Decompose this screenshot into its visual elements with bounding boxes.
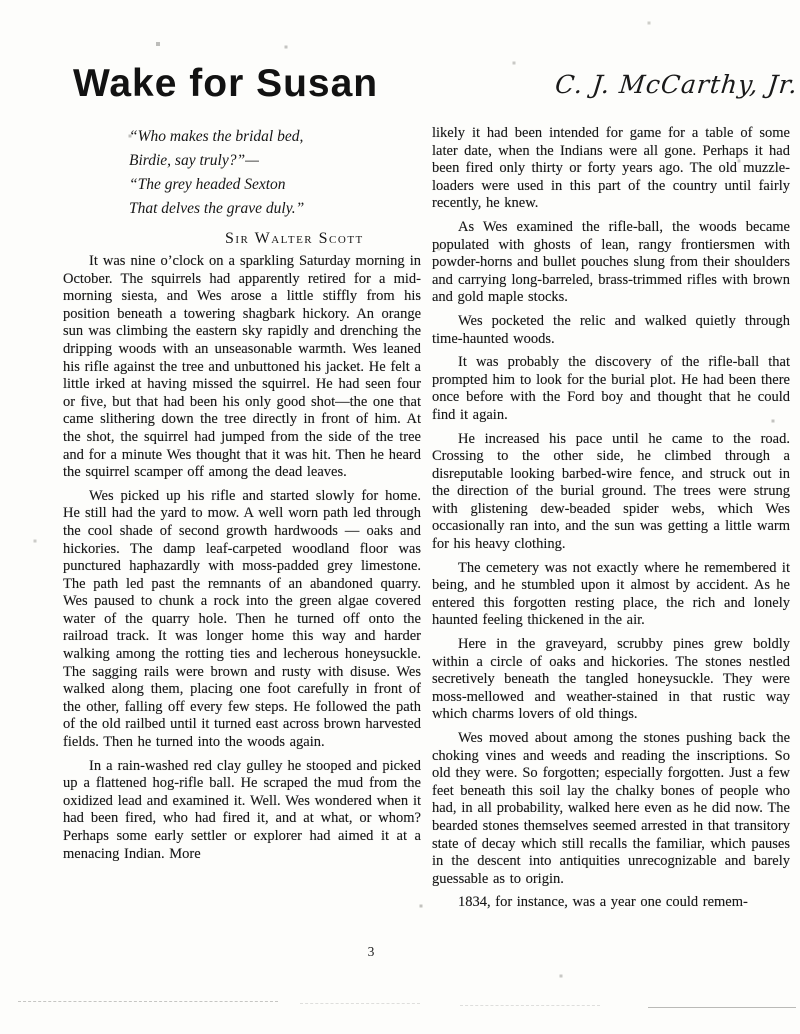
paragraph: Wes picked up his rifle and started slowly for home. He still had the yard to mow. A well worn path led through the cool shade of second growth hardwoods — oaks and hickories. The damp leaf-carpeted woodland floor was punctured haphazardly with moss-padded grey limestone. The path led past the remnants of an abandoned quarry. Wes paused to chunk a rock into the green algae covered water of the quarry hole. Then he turned off onto the railroad track. It was longer home this way and harder walking among the rotting ties and lecherous honeysuckle. The sagging rails were brown and rusty with disuse. Wes walked along them, placing one foot carefully in front of the other, falling off every few steps. He followed the path of the old railbed until it turned east across brown harvested fields. Then he turned into the woods again. (63, 487, 421, 751)
epigraph-attribution: Sir Walter Scott (225, 230, 364, 247)
paragraph: likely it had been intended for game for a table of some later date, when the Indians were all gone. Perhaps it had been fired only thirty or forty years ago. The old muzzle-loaders were used in this part of the country until fairly recently, he knew. (432, 125, 790, 212)
scan-artifact-line (18, 1001, 278, 1002)
scan-artifact-line (460, 1005, 600, 1006)
paragraph: As Wes examined the rifle-ball, the woods became populated with ghosts of lean, rangy frontiersmen with powder-horns and bullet pouches slung from their shoulders and carrying long-barreled, brass-trimmed rifles with brown and gold maple stocks. (432, 218, 790, 306)
page-title: Wake for Susan (73, 62, 379, 105)
paragraph: It was nine o’clock on a sparkling Saturday morning in October. The squirrels had apparently retired for a mid-morning siesta, and Wes arose a little stiffly from his position beneath a towering shagbark hickory. An orange sun was climbing the eastern sky rapidly and drenching the dripping woods with an unseasonable warmth. Wes leaned his rifle against the tree and unbuttoned his jacket. He felt a little irked at having missed the squirrel. He had seen four or five, but that had been his only good shot—the one that came slithering down the tree directly in front of him. At the shot, the squirrel had jumped from the side of the tree and for a minute Wes thought that it was hit. Then he heard the squirrel scamper off among the dead leaves. (63, 253, 421, 481)
paragraph: Here in the graveyard, scrubby pines grew boldly within a circle of oaks and hickories. The stones nestled secretively beneath the tangled honeysuckle. They were moss-mellowed and weather-stained in that rustic way which charms lovers of old things. (432, 636, 790, 723)
page-number: 3 (367, 944, 375, 959)
scan-noise (0, 0, 2, 2)
paragraph: 1834, for instance, was a year one could remem- (458, 894, 748, 911)
epigraph-line: “Who makes the bridal bed, (129, 128, 304, 145)
epigraph-line: Birdie, say truly?”— (129, 152, 259, 169)
paragraph: Wes moved about among the stones pushing back the choking vines and weeds and reading the inscriptions. So old they were. So forgotten; especially forgotten. Just a few feet beneath this soil lay the chalky bones of people who had, in all probability, walked here even as he did now. The bearded stones themselves seemed arrested in that transitory state of decay which still recalls the familiar, which pauses in the descent into antiquities unrecognizable and barely guessable as to origin. (432, 730, 790, 887)
paragraph: It was probably the discovery of the rifle-ball that prompted him to look for the burial plot. He had been there once before with the Ford boy and thought that he could find it again. (432, 354, 790, 423)
scan-artifact-line (300, 1003, 420, 1004)
paragraph: Wes pocketed the relic and walked quietly through time-haunted woods. (432, 312, 790, 347)
paragraph: The cemetery was not exactly where he remembered it being, and he stumbled upon it almost by accident. As he entered this forgotten resting place, the rich and lonely haunted feeling thickened in the air. (432, 559, 790, 629)
epigraph-line: That delves the grave duly.” (129, 200, 305, 217)
left-column (63, 253, 421, 869)
epigraph-line: “The grey headed Sexton (129, 176, 286, 193)
epigraph (129, 125, 409, 251)
author-name: C. J. McCarthy, Jr. (553, 70, 800, 99)
scan-artifact-line (648, 1007, 796, 1008)
paragraph: He increased his pace until he came to the road. Crossing to the other side, he climbed through a disreputable looking barbed-wire fence, and struck out in the direction of the burial ground. The trees were strung with glistening dew-beaded spider webs, which Wes occasionally ran into, and the sun was getting a little warm for his heavy clothing. (432, 430, 790, 553)
paragraph: In a rain-washed red clay gulley he stooped and picked up a flattened hog-rifle ball. He scraped the mud from the oxidized lead and examined it. Well. Wes wondered when it had been fired, who had fired it, and at what, or whom? Perhaps some early settler or explorer had aimed it at a menacing Indian. More (63, 757, 421, 862)
right-column (432, 125, 790, 918)
